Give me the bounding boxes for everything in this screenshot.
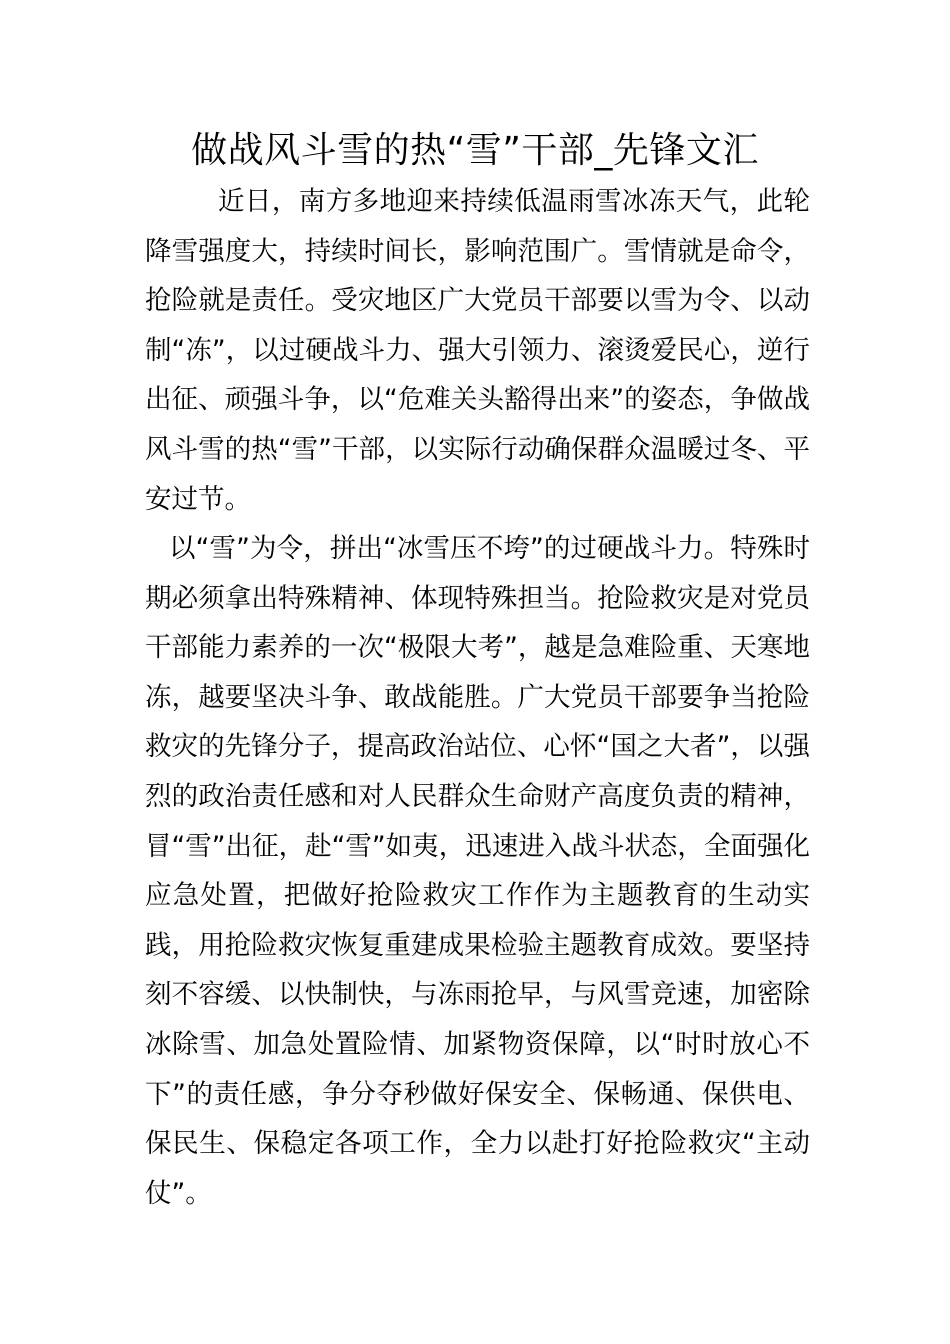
- document-title: 做战风斗雪的热“雪”干部_先锋文汇: [191, 130, 759, 171]
- paragraph-1: 近日，南方多地迎来持续低温雨雪冰冻天气，此轮降雪强度大，持续时间长，影响范围广。雪情就是命令，抢险就是责任。受灾地区广大党员干部要以雪为令、以动制“冻”，以过硬战斗力、强大引领力、滚烫爱民心，逆行出征、顽强斗争，以“危难关头豁得出来”的姿态，争做战风斗雪的热“雪”干部，以实际行动确保群众温暖过冬、平安过节。: [145, 186, 810, 515]
- paragraph-2: 以“雪”为令，拼出“冰雪压不垮”的过硬战斗力。特殊时期必须拿出特殊精神、体现特殊担当。抢险救灾是对党员干部能力素养的一次“极限大考”，越是急难险重、天寒地冻，越要坚决斗争、敢战能胜。广大党员干部要争当抢险救灾的先锋分子，提高政治站位、心怀“国之大者”，以强烈的政治责任感和对人民群众生命财产高度负责的精神，冒“雪”出征，赴“雪”如夷，迅速进入战斗状态，全面强化应急处置，把做好抢险救灾工作作为主题教育的生动实践，用抢险救灾恢复重建成果检验主题教育成效。要坚持刻不容缓、以快制快，与冻雨抢早，与风雪竞速，加密除冰除雪、加急处置险情、加紧物资保障，以“时时放心不下”的责任感，争分夺秒做好保安全、保畅通、保供电、保民生、保稳定各项工作，全力以赴打好抢险救灾“主动仗”。: [145, 533, 810, 1209]
